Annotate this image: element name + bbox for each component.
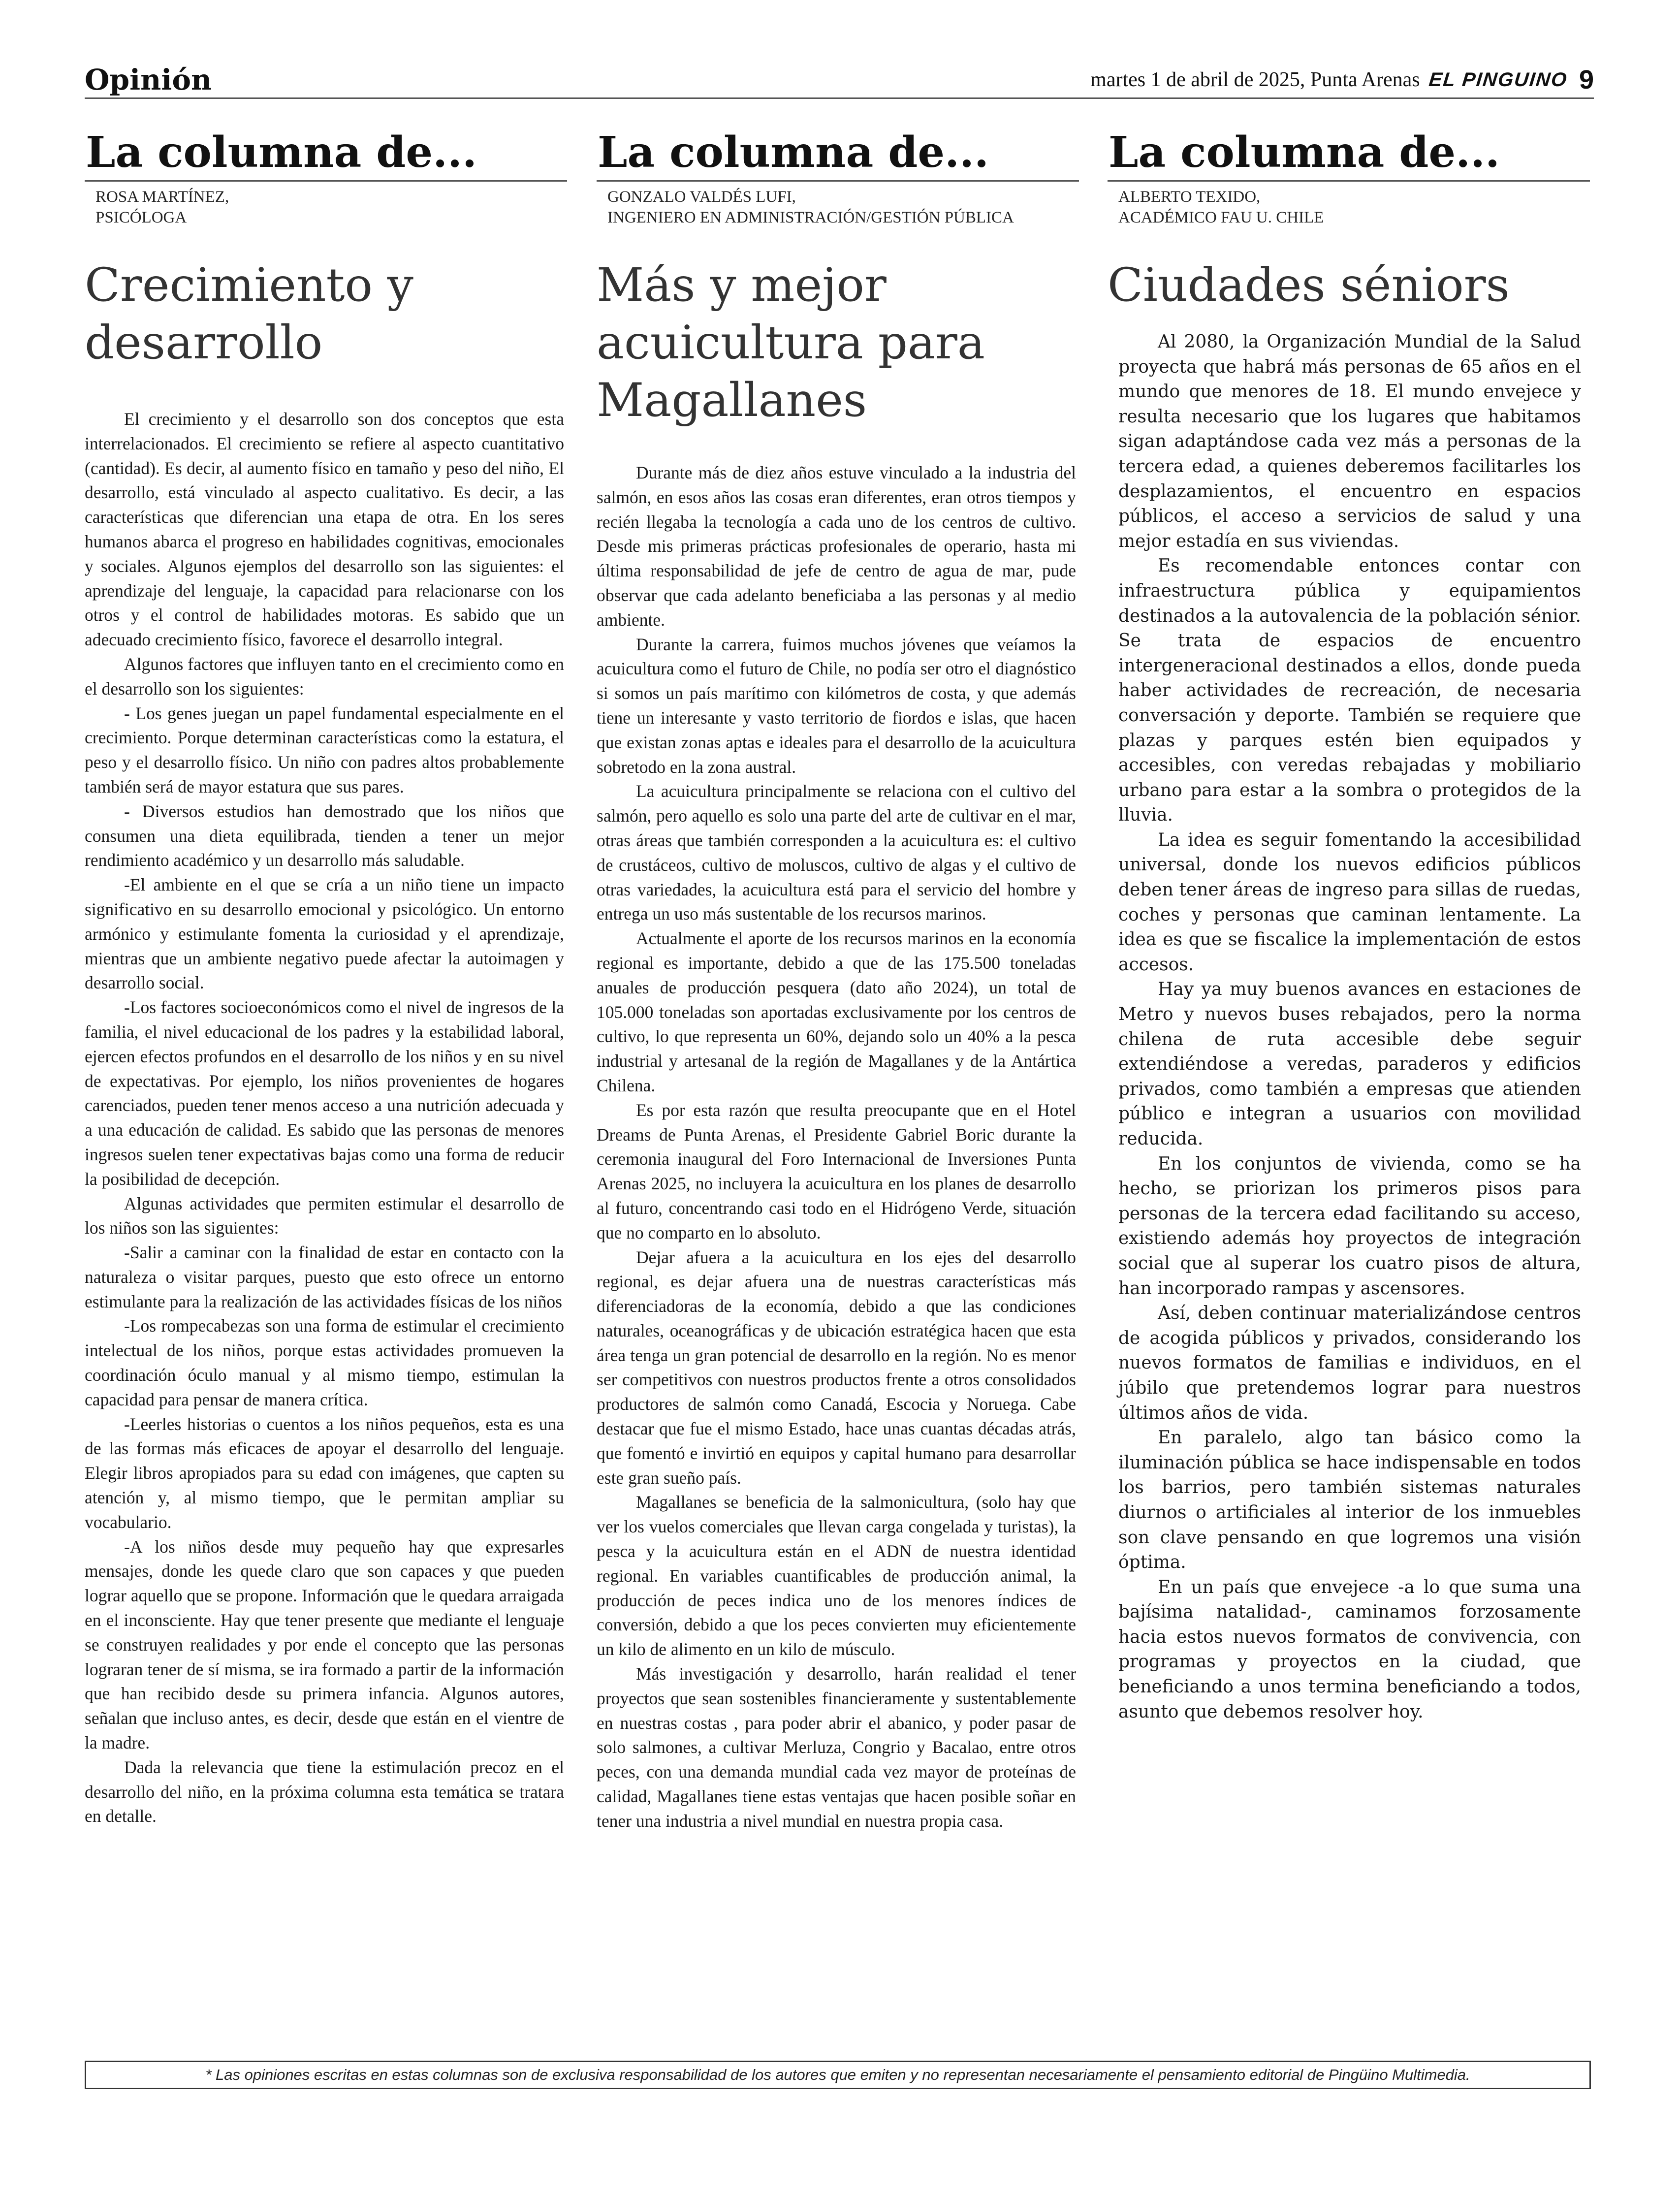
newspaper-logo: EL PINGUINO xyxy=(1427,68,1569,91)
article-paragraph: -Leerles historias o cuentos a los niños pequeños, esta es una de las formas más eficaces de apoyar el desarrollo del lenguaje. Elegir libros apropiados para su edad con imágenes, que capten su atención y, al mismo tiempo, que le permitan ampliar su vocabulario. xyxy=(85,1414,564,1532)
article-paragraph: Así, deben continuar materializándose centros de acogida públicos y privados, considerando los nuevos formatos de familias e individuos, en el júbilo que pretendemos lograr para nuestros últimos años de vida. xyxy=(1118,1303,1581,1423)
author-name: GONZALO VALDÉS LUFI, xyxy=(607,188,796,206)
article-paragraph: En paralelo, algo tan básico como la iluminación pública se hace indispensable en todos los barrios, pero también sistemas naturales diurnos o artificiales al interior de los inmuebles son clave pensando en que logremos una visión óptima. xyxy=(1118,1428,1581,1573)
article-paragraph: -Los factores socioeconómicos como el nivel de ingresos de la familia, el nivel educacional de los padres y la estabilidad laboral, ejercen efectos profundos en el desarrollo de los niños y en su nivel de expectativas. Por ejemplo, los niños provenientes de hogares carenciados, pueden tener menos acceso a una nutrición adecuada y a una educación de calidad. Es sabido que las personas de menores ingresos suelen tener expectativas bajas como una forma de reducir la posibilidad de decepción. xyxy=(85,997,564,1189)
article-paragraph: Al 2080, la Organización Mundial de la Salud proyecta que habrá más personas de 65 años en el mundo que menores de 18. El mundo envejece y resulta necesario que los lugares que habitamos sigan adaptándose cada vez más a personas de la tercera edad, a quienes deberemos facilitarles los desplazamientos, el encuentro en espacios públicos, el acceso a servicios de salud y una mejor estadía en sus viviendas. xyxy=(1118,332,1581,551)
article-paragraph: Magallanes se beneficia de la salmonicultura, (solo hay que ver los vuelos comerciales que llevan carga congelada y turistas), la pesca y la acuicultura están en el ADN de nuestra identidad regional. En variables cuantificables de producción animal, la producción de peces indica uno de los menores índices de conversión, debido a que los peces convierten muy eficientemente un kilo de alimento en un kilo de músculo. xyxy=(597,1492,1076,1659)
column-byline xyxy=(1118,187,1590,228)
article-paragraph: -A los niños desde muy pequeño hay que expresarles mensajes, donde les quede claro que son capaces y que pueden lograr aquello que se propone. Información que le quedara arraigada en el inconsciente. Hay que tener presente que mediante el lenguaje se construyen realidades y por ende el concepto que las personas lograran tener de sí misma, se ira formado a partir de la información que han recibido desde su primera infancia. Algunos autores, señalan que incluso antes, es decir, desde que están en el vientre de la madre. xyxy=(85,1536,564,1753)
article-body xyxy=(85,407,564,1829)
column-3 xyxy=(1108,128,1590,1724)
disclaimer-box xyxy=(85,2061,1591,2089)
issue-date: martes 1 de abril de 2025, Punta Arenas xyxy=(1090,68,1420,91)
article-paragraph: Algunos factores que influyen tanto en el crecimiento como en el desarrollo son los siguientes: xyxy=(85,654,564,699)
page-header xyxy=(85,62,1594,99)
article-paragraph: -Salir a caminar con la finalidad de estar en contacto con la naturaleza o visitar parques, puesto que esto ofrece un entorno estimulante para la realización de las actividades físicas de los niños xyxy=(85,1242,564,1311)
article-paragraph: Actualmente el aporte de los recursos marinos en la economía regional es importante, debido a que de las 175.500 toneladas anuales de producción pesquera (dato año 2024), un total de 105.000 toneladas son aportadas exclusivamente por los centros de cultivo, lo que representa un 60%, dejando solo un 40% a la pesca industrial y artesanal de la región de Magallanes y de la Antártica Chilena. xyxy=(597,928,1076,1095)
header-meta xyxy=(1090,62,1594,97)
article-paragraph: Hay ya muy buenos avances en estaciones de Metro y nuevos buses rebajados, pero la norma chilena de ruta accesible debe seguir extendiéndose a veredas, paraderos y edificios privados, como también a empresas que atienden público e integran a usuarios con movilidad reducida. xyxy=(1118,979,1581,1149)
column-kicker: La columna de... xyxy=(597,128,1079,182)
column-kicker: La columna de... xyxy=(1108,128,1590,182)
disclaimer-text: * Las opiniones escritas en estas columnas son de exclusiva responsabilidad de los autores que emiten y no representan necesariamente el pensamiento editorial de Pingüino Multimedia. xyxy=(205,2066,1470,2083)
column-kicker: La columna de... xyxy=(85,128,567,182)
article-paragraph: - Diversos estudios han demostrado que los niños que consumen una dieta equilibrada, tienden a tener un mejor rendimiento académico y un desarrollo más saludable. xyxy=(85,801,564,870)
article-paragraph: Es recomendable entonces contar con infraestructura pública y equipamientos destinados a la autovalencia de la población sénior. Se trata de espacios de encuentro intergeneracional destinados a ellos, donde pueda haber actividades de recreación, de necesaria conversación y deporte. También se requiere que plazas y parques estén bien equipados y accesibles, con veredas rebajadas y mobiliario urbano para estar a la sombra o protegidos de la lluvia. xyxy=(1118,556,1581,826)
article-body xyxy=(597,461,1076,1834)
article-paragraph: Algunas actividades que permiten estimular el desarrollo de los niños son las siguientes: xyxy=(85,1193,564,1238)
column-byline xyxy=(607,187,1079,228)
author-role: PSICÓLOGA xyxy=(95,209,187,226)
article-paragraph: Dejar afuera a la acuicultura en los ejes del desarrollo regional, es dejar afuera una de nuestras características más diferenciadoras de la economía, debido a que las condiciones naturales, oceanográficas y de ubicación estratégica hacen que esta área tenga un gran potencial de desarrollo en la región. No es menor ser competitivos con nuestros productos frente a otros consolidados productores de salmón como Canadá, Escocia y Noruega. Cabe destacar que fue el mismo Estado, hace unas cuantas décadas atrás, que fomentó e invirtió en equipos y capital humano para desarrollar este gran sueño país. xyxy=(597,1247,1076,1488)
article-headline: Ciudades séniors xyxy=(1108,258,1510,312)
page-number: 9 xyxy=(1579,65,1594,95)
column-byline xyxy=(95,187,567,228)
article-paragraph: -El ambiente en el que se cría a un niño tiene un impacto significativo en su desarrollo emocional y psicológico. Un entorno armónico y estimulante fomenta la curiosidad y el aprendizaje, mientras que un ambiente negativo puede afectar la autoimagen y desarrollo social. xyxy=(85,875,564,993)
article-paragraph: La acuicultura principalmente se relaciona con el cultivo del salmón, pero aquello es solo una parte del arte de cultivar en el mar, otras áreas que también corresponden a la acuicultura es: el cultivo de crustáceos, cultivo de moluscos, cultivo de algas y el cultivo de otras variedades, la acuicultura está para el servicio del hombre y entrega un uso más sustentable de los recursos marinos. xyxy=(597,781,1076,924)
article-paragraph: En un país que envejece -a lo que suma una bajísima natalidad-, caminamos forzosamente hacia estos nuevos formatos de convivencia, con programas y proyectos en la ciudad, que beneficiando a unos termina beneficiando a todos, asunto que debemos resolver hoy. xyxy=(1118,1577,1581,1722)
article-paragraph: El crecimiento y el desarrollo son dos conceptos que esta interrelacionados. El crecimiento se refiere al aspecto cuantitativo (cantidad). Es decir, al aumento físico en tamaño y peso del niño, El desarrollo, está vinculado al aspecto cualitativo. Es decir, a las características que diferencian una etapa de otra. En los seres humanos abarca el progreso en habilidades cognitivas, emocionales y sociales. Algunos ejemplos del desarrollo son las siguientes: el aprendizaje del lenguaje, la capacidad para relacionarse con los otros y el control de habilidades motoras. Es sabido que un adecuado crecimiento físico, favorece el desarrollo integral. xyxy=(85,409,564,650)
article-paragraph: -Los rompecabezas son una forma de estimular el crecimiento intelectual de los niños, porque estas actividades promueven la coordinación óculo manual y al mismo tiempo, estimulan la capacidad para pensar de manera crítica. xyxy=(85,1316,564,1409)
author-role: ACADÉMICO FAU U. CHILE xyxy=(1118,209,1324,226)
column-2 xyxy=(597,128,1079,1834)
article-paragraph: En los conjuntos de vivienda, como se ha hecho, se priorizan los primeros pisos para personas de la tercera edad facilitando su acceso, existiendo además hoy proyectos de integración social que al superar los cuatro pisos de altura, han incorporado rampas y ascensores. xyxy=(1118,1153,1581,1299)
article-paragraph: Más investigación y desarrollo, harán realidad el tener proyectos que sean sostenibles financieramente y sustentablemente en nuestras costas , para poder abrir el abanico, y poder pasar de solo salmones, a cultivar Merluza, Congrio y Bacalao, entre otros peces, con una demanda mundial cada vez mayor de proteínas de calidad, Magallanes tiene estas ventajas que hacen posible soñar en tener una industria a nivel mundial en nuestra propia casa. xyxy=(597,1664,1076,1831)
article-paragraph: Dada la relevancia que tiene la estimulación precoz en el desarrollo del niño, en la próxima columna esta temática se tratara en detalle. xyxy=(85,1757,564,1826)
article-headline: Más y mejor acuicultura para Magallanes xyxy=(597,258,985,427)
article-paragraph: La idea es seguir fomentando la accesibilidad universal, donde los nuevos edificios públicos deben tener áreas de ingreso para sillas de ruedas, coches y personas que caminan lentamente. La idea es que se fiscalice la implementación de estos accesos. xyxy=(1118,829,1581,975)
section-title: Opinión xyxy=(85,63,212,96)
column-1 xyxy=(85,128,567,1829)
article-paragraph: Es por esta razón que resulta preocupante que en el Hotel Dreams de Punta Arenas, el Presidente Gabriel Boric durante la ceremonia inaugural del Foro Internacional de Inversiones Punta Arenas 2025, no incluyera la acuicultura en los planes de desarrollo al futuro, concentrando casi todo en el Hidrógeno Verde, situación que no comparto en lo absoluto. xyxy=(597,1100,1076,1242)
author-name: ALBERTO TEXIDO, xyxy=(1118,188,1261,206)
article-headline: Crecimiento y desarrollo xyxy=(85,258,413,370)
article-body xyxy=(1118,330,1581,1724)
author-role: INGENIERO EN ADMINISTRACIÓN/GESTIÓN PÚBLICA xyxy=(607,209,1014,226)
article-paragraph: - Los genes juegan un papel fundamental especialmente en el crecimiento. Porque determinan características como la estatura, el peso y el desarrollo físico. Un niño con padres altos probablemente también será de mayor estatura que sus pares. xyxy=(85,703,564,796)
author-name: ROSA MARTÍNEZ, xyxy=(95,188,229,206)
article-paragraph: Durante la carrera, fuimos muchos jóvenes que veíamos la acuicultura como el futuro de Chile, no podía ser otro el diagnóstico si somos un país marítimo con kilómetros de costa, y que además tiene un interesante y vasto territorio de fiordos e islas, que hacen que existan zonas aptas e ideales para el desarrollo de la acuicultura sobretodo en la zona austral. xyxy=(597,634,1076,777)
article-paragraph: Durante más de diez años estuve vinculado a la industria del salmón, en esos años las cosas eran diferentes, eran otros tiempos y recién llegaba la tecnología a cada uno de los centros de cultivo. Desde mis primeras prácticas profesionales de operario, hasta mi última responsabilidad de jefe de centro de agua de mar, pude observar que cada adelanto beneficiaba a las personas y al medio ambiente. xyxy=(597,463,1076,630)
